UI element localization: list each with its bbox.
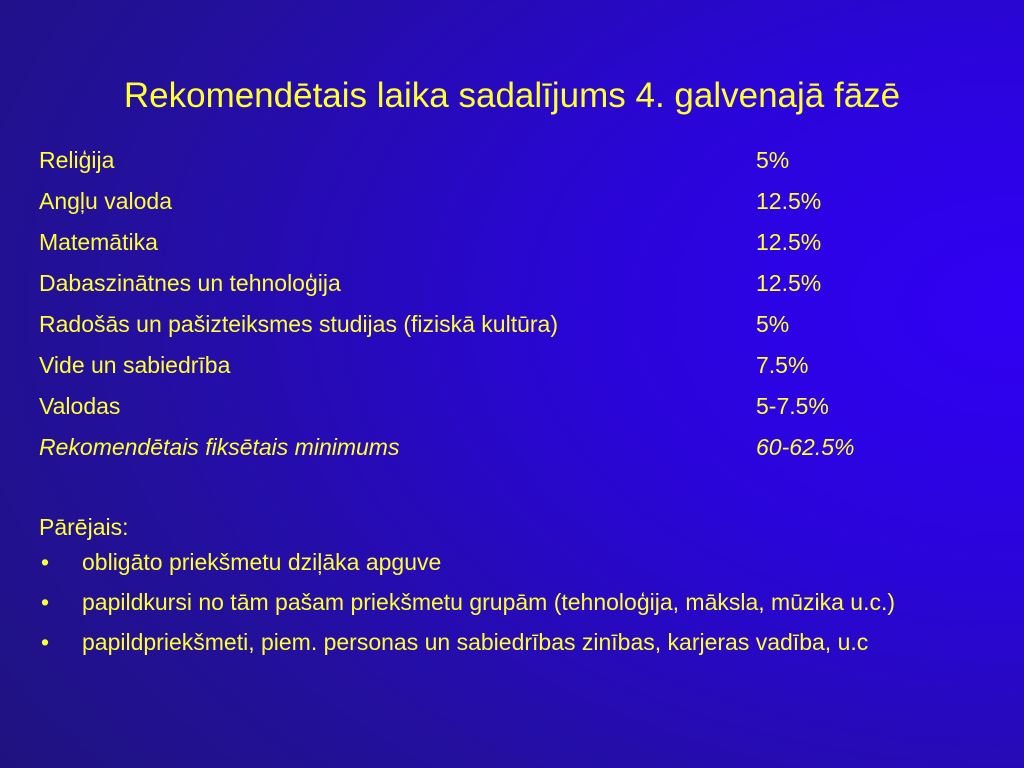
subject-percent: 60-62.5% xyxy=(756,434,855,460)
subject-name: Angļu valoda xyxy=(39,188,172,214)
subject-name: Reliģija xyxy=(39,147,115,173)
subject-name: Dabaszinātnes un tehnoloģija xyxy=(39,270,341,296)
bullet-icon: • xyxy=(41,549,50,575)
remaining-section xyxy=(39,509,979,666)
bullet-item xyxy=(39,546,979,579)
allocation-row-minimum xyxy=(39,427,999,468)
subject-percent: 12.5% xyxy=(756,229,822,255)
allocation-row xyxy=(39,386,999,427)
remaining-label: Pārējais: xyxy=(39,514,129,540)
allocation-row xyxy=(39,140,999,181)
allocation-row xyxy=(39,222,999,263)
allocation-row xyxy=(39,304,999,345)
allocation-row xyxy=(39,263,999,304)
bullet-item xyxy=(39,586,979,619)
allocation-row xyxy=(39,181,999,222)
subject-percent: 5-7.5% xyxy=(756,393,829,419)
bullet-text: papildpriekšmeti, piem. personas un sabiedrības zinības, karjeras vadība, u.c xyxy=(82,629,869,655)
allocation-table xyxy=(39,140,999,468)
bullet-item xyxy=(39,626,979,659)
subject-percent: 12.5% xyxy=(756,270,822,296)
bullet-text: papildkursi no tām pašam priekšmetu grupām (tehnoloģija, māksla, mūzika u.c.) xyxy=(82,589,896,615)
subject-name: Vide un sabiedrība xyxy=(39,352,231,378)
subject-name: Matemātika xyxy=(39,229,158,255)
subject-name: Rekomendētais fiksētais minimums xyxy=(39,434,400,460)
slide-title: Rekomendētais laika sadalījums 4. galvenajā fāzē xyxy=(123,76,901,115)
subject-name: Valodas xyxy=(39,393,121,419)
bullet-icon: • xyxy=(41,629,50,655)
subject-percent: 12.5% xyxy=(756,188,822,214)
subject-name: Radošās un pašizteiksmes studijas (fiziskā kultūra) xyxy=(39,311,558,337)
subject-percent: 5% xyxy=(756,311,790,337)
bullet-icon: • xyxy=(41,589,50,615)
bullet-text: obligāto priekšmetu dziļāka apguve xyxy=(82,549,442,575)
subject-percent: 5% xyxy=(756,147,790,173)
allocation-row xyxy=(39,345,999,386)
subject-percent: 7.5% xyxy=(756,352,809,378)
